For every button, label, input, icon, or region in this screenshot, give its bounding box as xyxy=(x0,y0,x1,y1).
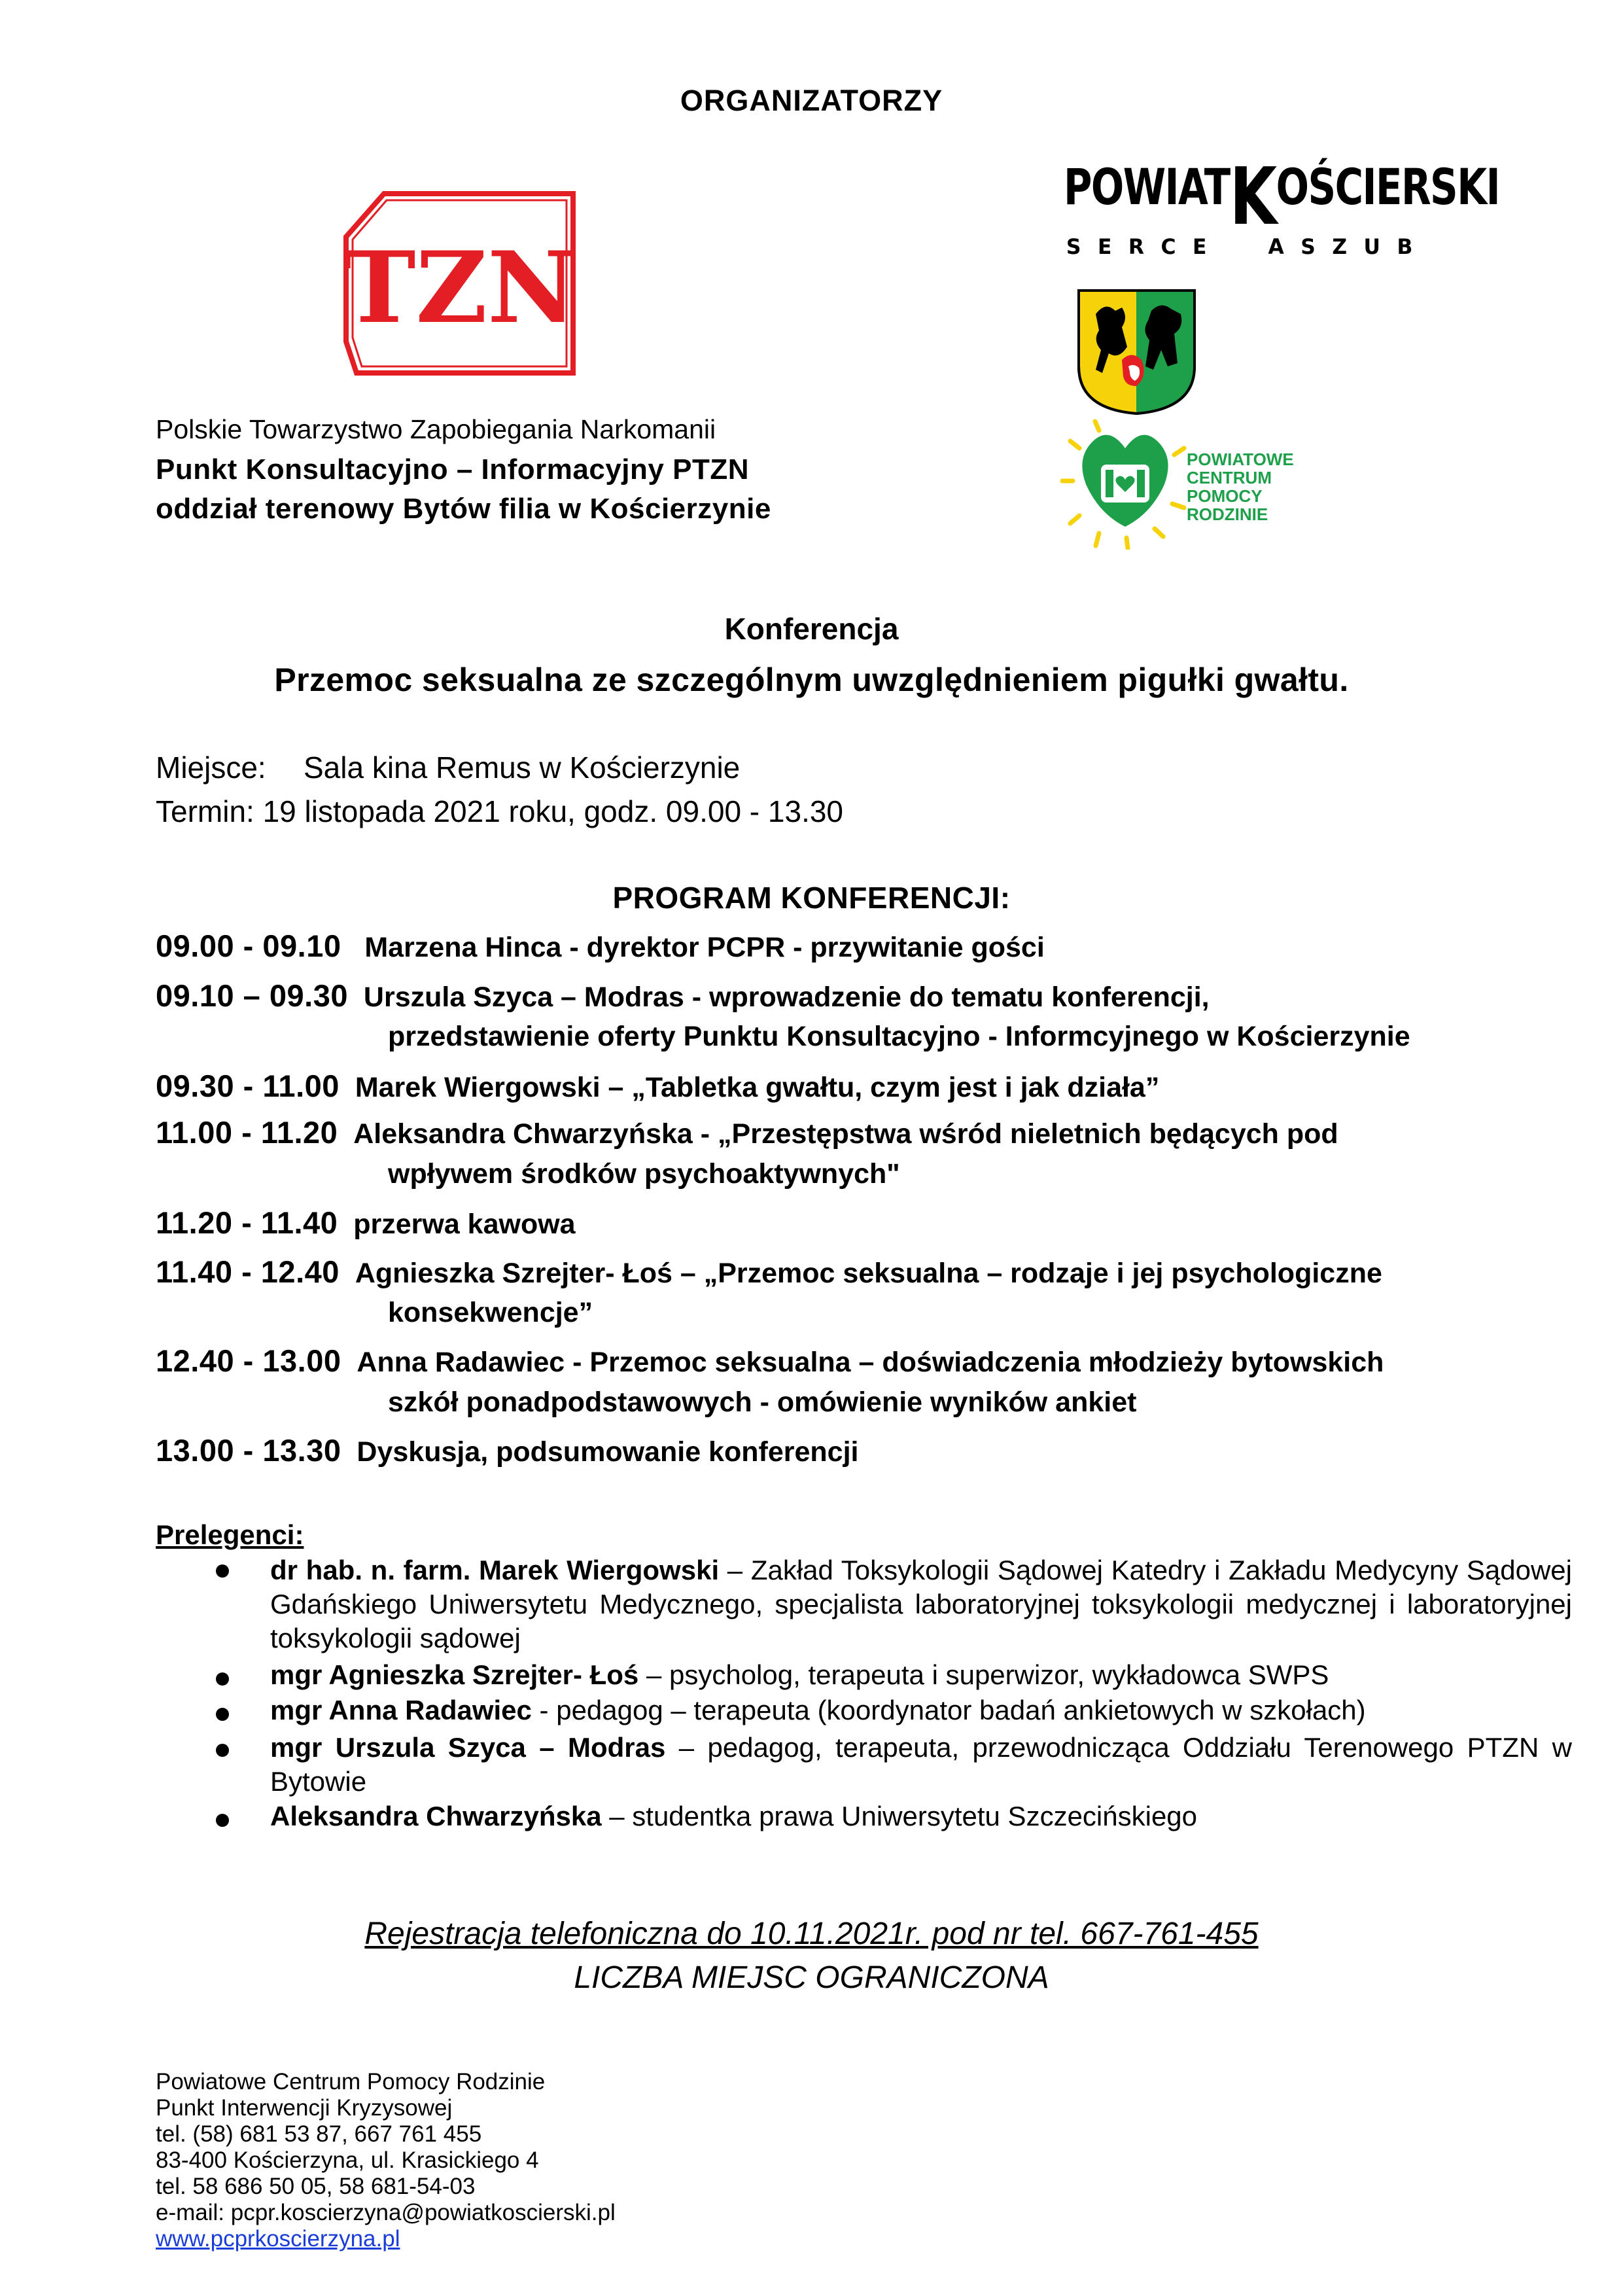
program-text: Agnieszka Szrejter- Łoś – „Przemoc seksualna – rodzaje i jej psychologiczne xyxy=(355,1258,1382,1289)
speaker-desc: - pedagog – terapeuta (koordynator badań ankietowych w szkołach) xyxy=(531,1695,1366,1725)
speaker-item xyxy=(270,1695,1366,1726)
program-text: Marzena Hinca - dyrektor PCPR - przywitanie gości xyxy=(364,932,1045,963)
program-row xyxy=(156,1343,1384,1379)
bullet-icon xyxy=(216,1672,229,1686)
speaker-desc: – pedagog, terapeuta, przewodnicząca Oddziału Terenowego PTZN w Bytowie xyxy=(270,1732,1572,1797)
program-text: Urszula Szyca – Modras - wprowadzenie do tematu konferencji, xyxy=(363,981,1210,1013)
program-row xyxy=(156,1432,858,1468)
coat-of-arms-icon xyxy=(1076,288,1197,415)
powiat-word: POWIAT xyxy=(1064,158,1230,216)
bullet-icon xyxy=(216,1814,229,1827)
program-row xyxy=(156,1254,1382,1290)
speaker-item xyxy=(270,1801,1197,1832)
powiat-k-letter: K xyxy=(1229,152,1276,243)
program-time: 09.30 - 11.00 xyxy=(156,1069,340,1103)
organizer-point: Punkt Konsultacyjno – Informacyjny PTZN xyxy=(156,453,749,486)
program-time: 12.40 - 13.00 xyxy=(156,1343,341,1378)
footer-line: 83-400 Kościerzyna, ul. Krasickiego 4 xyxy=(156,2147,539,2173)
speaker-name: dr hab. n. farm. Marek Wiergowski xyxy=(270,1555,720,1585)
program-time: 11.40 - 12.40 xyxy=(156,1254,340,1289)
program-row xyxy=(156,1068,1159,1104)
registration-note: Rejestracja telefoniczna do 10.11.2021r. pod nr tel. 667-761-455 xyxy=(364,1916,1259,1951)
powiat-word2: OŚCIERSKI xyxy=(1276,158,1500,216)
powiat-sub-right: ASZUB xyxy=(1268,234,1429,259)
footer-line: Powiatowe Centrum Pomocy Rodzinie xyxy=(156,2069,546,2094)
program-text-continued: wpływem środków psychoaktywnych" xyxy=(388,1158,900,1190)
speaker-name: mgr Agnieszka Szrejter- Łoś xyxy=(270,1659,639,1690)
program-time: 09.00 - 09.10 xyxy=(156,928,341,963)
program-time: 11.00 - 11.20 xyxy=(156,1115,338,1150)
tzn-logo-text: TZN xyxy=(343,230,576,345)
speaker-name: mgr Anna Radawiec xyxy=(270,1695,532,1725)
program-text-continued: szkół ponadpodstawowych - omówienie wyników ankiet xyxy=(388,1386,1137,1418)
footer-line: tel. (58) 681 53 87, 667 761 455 xyxy=(156,2121,482,2147)
program-text: przerwa kawowa xyxy=(353,1209,576,1240)
program-text: Aleksandra Chwarzyńska - „Przestępstwa wśród nieletnich będących pod xyxy=(353,1118,1338,1150)
program-title: PROGRAM KONFERENCJI: xyxy=(612,881,1011,915)
conference-title: Przemoc seksualna ze szczególnym uwzględnieniem pigułki gwałtu. xyxy=(274,662,1349,698)
program-row xyxy=(156,1205,576,1241)
speaker-item xyxy=(270,1553,1572,1655)
tzn-logo xyxy=(343,191,576,376)
organizers-heading: ORGANIZATORZY xyxy=(680,84,943,117)
program-row xyxy=(156,1114,1338,1150)
footer-line: Punkt Interwencji Kryzysowej xyxy=(156,2095,453,2121)
program-time: 13.00 - 13.30 xyxy=(156,1433,341,1468)
bullet-icon xyxy=(216,1744,229,1757)
program-text: Dyskusja, podsumowanie konferencji xyxy=(357,1436,859,1468)
speaker-desc: – studentka prawa Uniwersytetu Szczecińskiego xyxy=(601,1801,1198,1831)
powiat-koscierski-logo xyxy=(1064,152,1622,259)
place-value: Sala kina Remus w Kościerzynie xyxy=(304,751,741,785)
program-time: 09.10 – 09.30 xyxy=(156,978,348,1013)
speaker-name: Aleksandra Chwarzyńska xyxy=(270,1801,602,1831)
organizer-branch: oddział terenowy Bytów filia w Kościerzynie xyxy=(156,493,771,525)
website-link[interactable]: www.pcprkoscierzyna.pl xyxy=(156,2226,400,2252)
program-row xyxy=(156,978,1210,1014)
place-line xyxy=(156,750,740,785)
program-text-continued: konsekwencje” xyxy=(388,1297,593,1328)
speaker-item xyxy=(270,1659,1329,1691)
date-line: Termin: 19 listopada 2021 roku, godz. 09.00 - 13.30 xyxy=(156,794,844,828)
program-row xyxy=(156,928,1045,964)
footer-line: tel. 58 686 50 05, 58 681-54-03 xyxy=(156,2174,476,2199)
speaker-name: mgr Urszula Szyca – Modras xyxy=(270,1732,666,1763)
pcpr-logo-text: POWIATOWE CENTRUM POMOCY RODZINIE xyxy=(1187,450,1294,524)
program-time: 11.20 - 11.40 xyxy=(156,1205,338,1240)
seat-limit-note: LICZBA MIEJSC OGRANICZONA xyxy=(574,1960,1049,1995)
powiat-sub-left: SERCE xyxy=(1066,234,1223,259)
speaker-desc: – psycholog, terapeuta i superwizor, wykładowca SWPS xyxy=(638,1659,1329,1690)
bullet-icon xyxy=(216,1564,229,1578)
speaker-item xyxy=(270,1731,1572,1799)
conference-label: Konferencja xyxy=(724,612,899,646)
speakers-heading: Prelegenci: xyxy=(156,1519,304,1550)
bullet-icon xyxy=(216,1708,229,1721)
place-label: Miejsce: xyxy=(156,751,266,785)
footer-email: e-mail: pcpr.koscierzyna@powiatkoscierski.pl xyxy=(156,2200,616,2225)
speaker-desc: – Zakład Toksykologii Sądowej Katedry i Zakładu Medycyny Sądowej Gdańskiego Uniwersytetu Medycznego, specjalista laboratoryjnej toksykologii medycznej i laboratoryjnej toksykologii sądowej xyxy=(270,1555,1572,1653)
footer-website-line xyxy=(156,2226,400,2252)
program-text: Anna Radawiec - Przemoc seksualna – doświadczenia młodzieży bytowskich xyxy=(357,1347,1384,1378)
pcpr-logo-icon xyxy=(1060,419,1191,550)
program-text: Marek Wiergowski – „Tabletka gwałtu, czym jest i jak działa” xyxy=(355,1072,1160,1103)
program-text-continued: przedstawienie oferty Punktu Konsultacyjno - Informcyjnego w Kościerzynie xyxy=(388,1021,1410,1052)
organizer-name: Polskie Towarzystwo Zapobiegania Narkomanii xyxy=(156,414,716,444)
